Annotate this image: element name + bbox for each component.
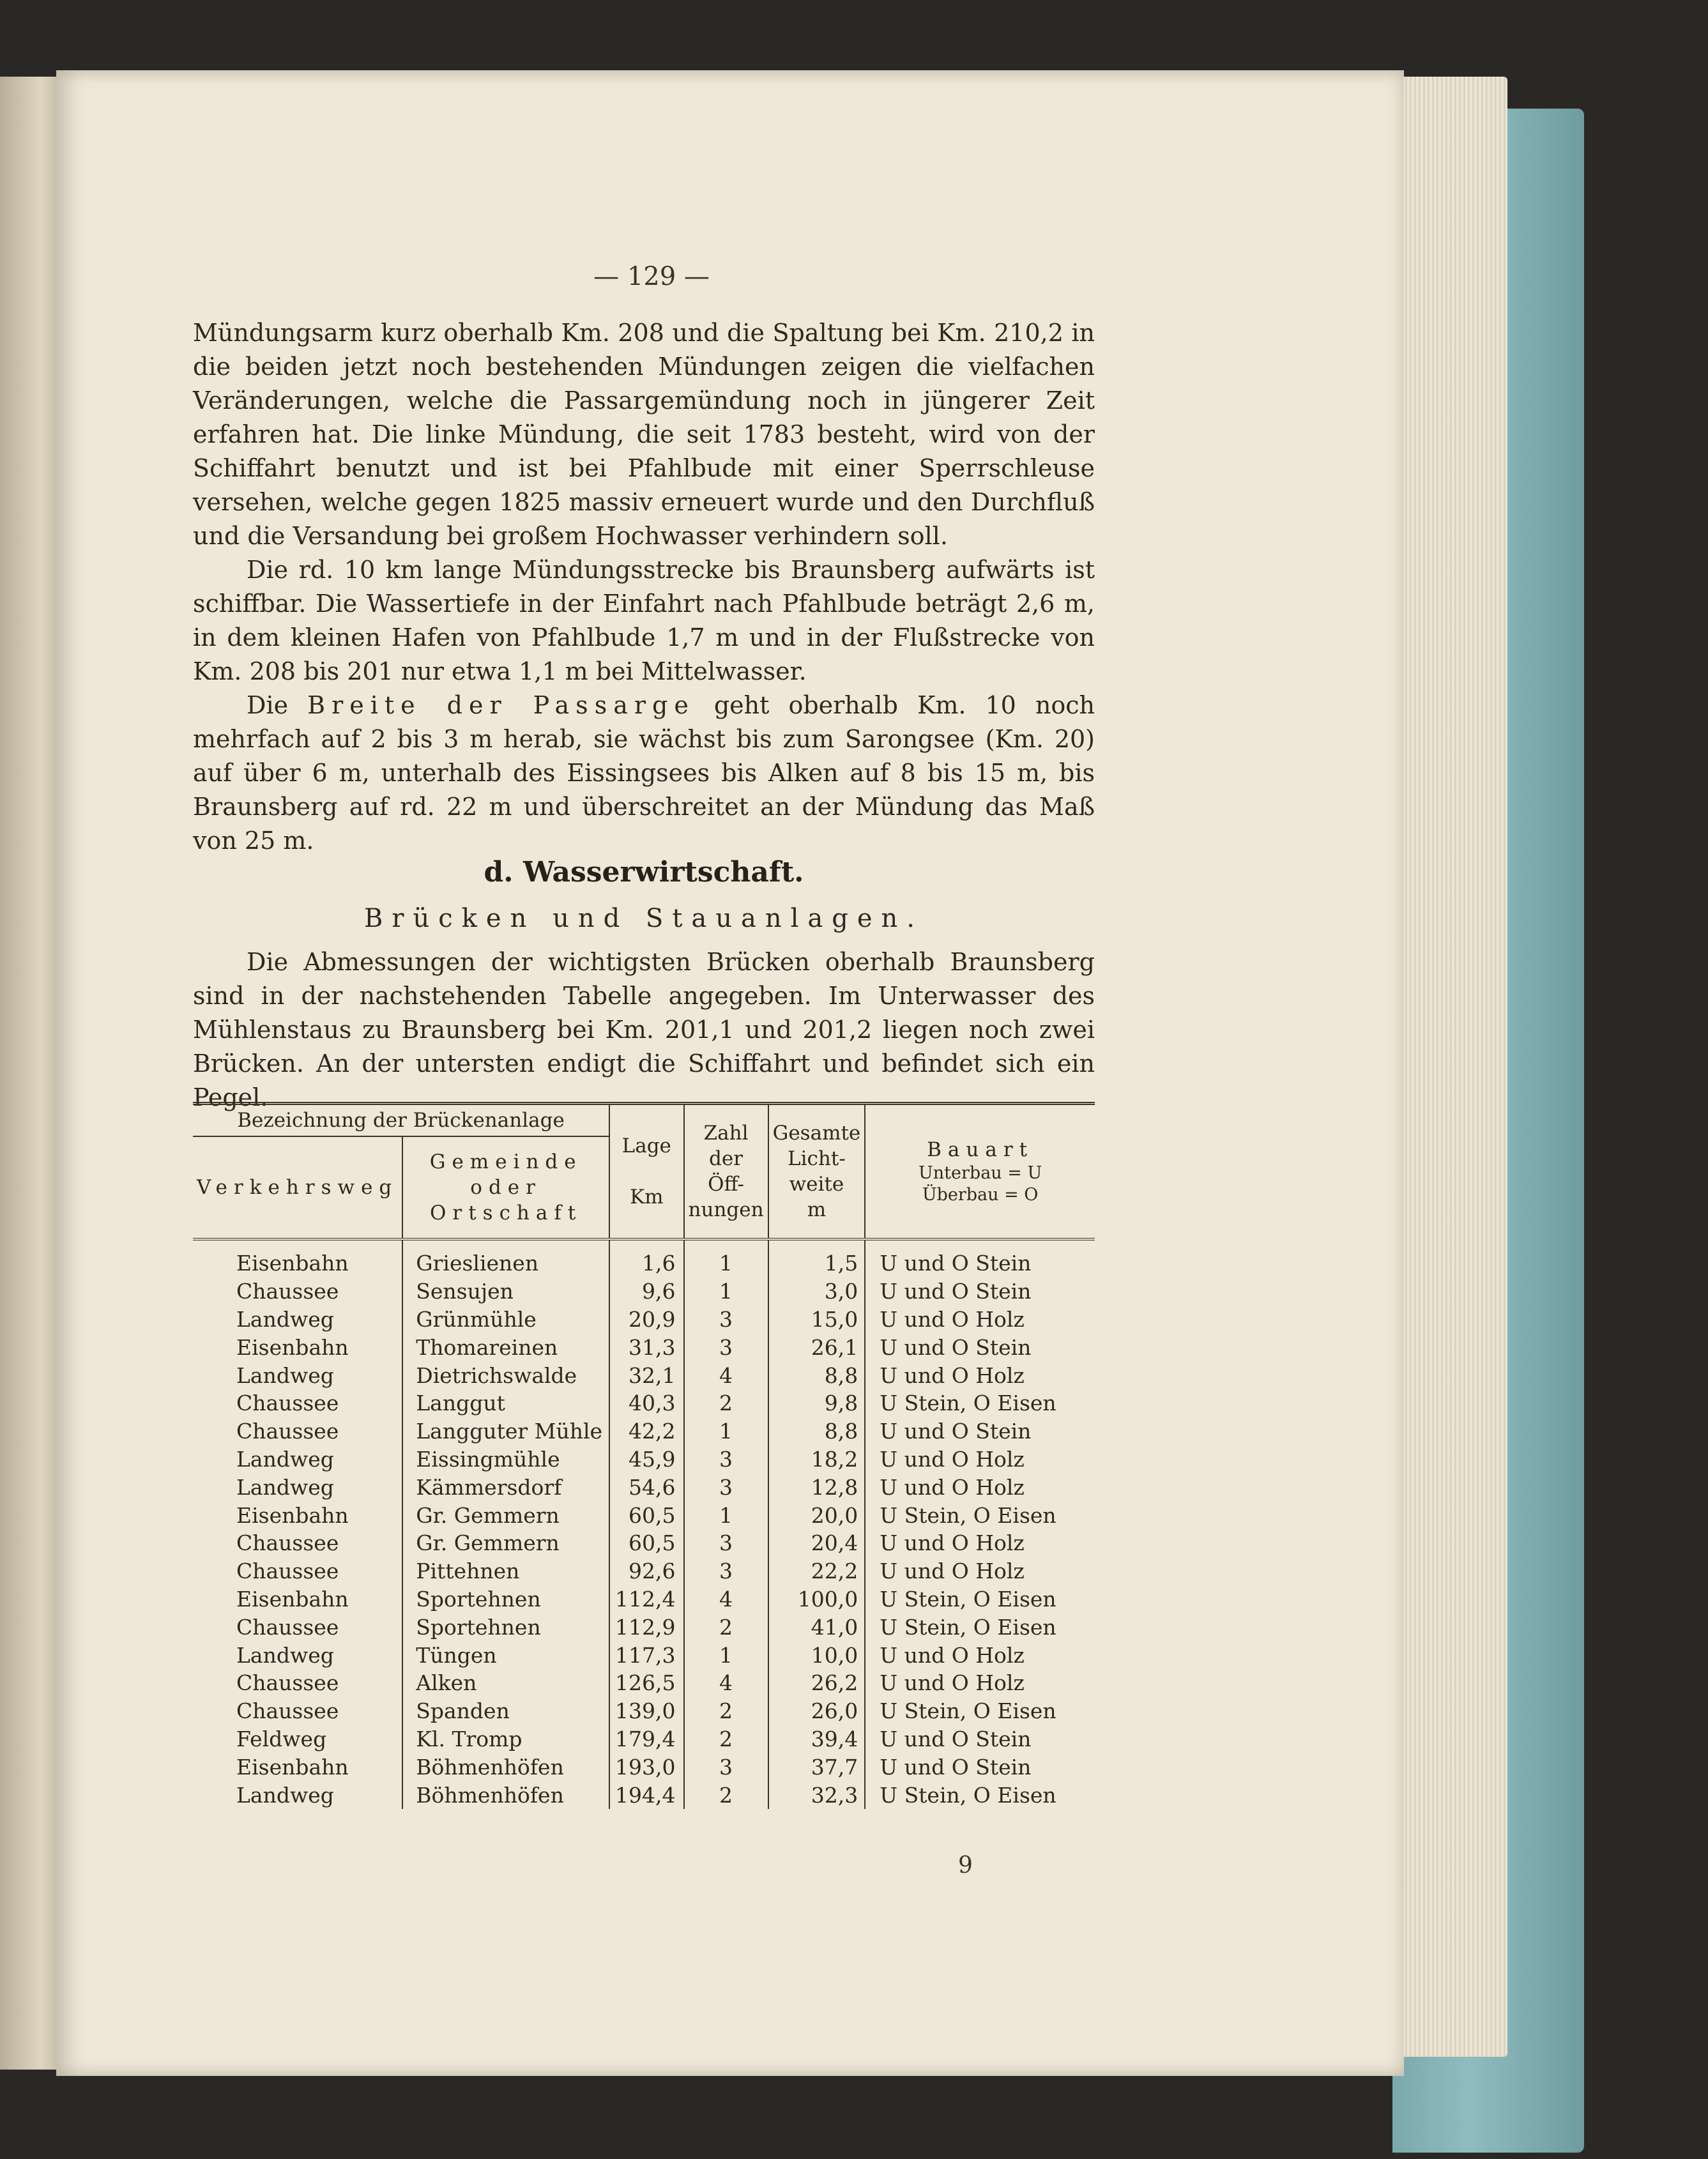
cell-width: 26,2 <box>768 1669 865 1697</box>
cell-type: U und O Stein <box>880 1251 1032 1276</box>
cell-type: U und O Holz <box>880 1446 1025 1472</box>
cell-width: 8,8 <box>768 1417 865 1446</box>
lage-unit: Km <box>629 1186 664 1209</box>
cell-openings: 3 <box>684 1446 768 1474</box>
cell-km: 92,6 <box>609 1557 683 1585</box>
table-header-width <box>768 1104 865 1240</box>
cell-place: Sensujen <box>402 1278 609 1306</box>
cell-way: Eisenbahn <box>193 1239 402 1278</box>
table-row <box>193 1585 1095 1614</box>
cell-way: Chaussee <box>193 1697 402 1725</box>
cell-width: 20,4 <box>768 1529 865 1557</box>
table-row <box>193 1781 1095 1809</box>
cell-km: 194,4 <box>609 1781 683 1809</box>
cell-openings: 3 <box>684 1306 768 1334</box>
body-text-top <box>193 316 1095 858</box>
paragraph-3 <box>193 689 1095 858</box>
cell-type: U Stein, O Eisen <box>880 1782 1056 1808</box>
table-row <box>193 1417 1095 1446</box>
bauart-sub-2: Überbau = O <box>922 1185 1039 1205</box>
table-row <box>193 1278 1095 1306</box>
table-row <box>193 1473 1095 1501</box>
cell-km: 9,6 <box>609 1278 683 1306</box>
paragraph-1: Mündungsarm kurz oberhalb Km. 208 und die Spaltung bei Km. 210,2 in die beiden jetzt noch bestehenden Mündungen zeigen die vielfachen Veränderungen, welche die Passargemündung noch in jüngerer Zeit erfahren hat. Die linke Mündung, die seit 1783 besteht, wird von der Schiffahrt benutzt und ist bei Pfahlbude mit einer Sperrschleuse versehen, welche gegen 1825 massiv erneuert wurde und den Durchfluß und die Versandung bei großem Hochwasser verhindern soll. <box>193 319 1095 550</box>
table-row <box>193 1389 1095 1417</box>
place-label-1: Gemeinde <box>429 1150 583 1173</box>
cell-width: 26,0 <box>768 1697 865 1725</box>
cell-width: 37,7 <box>768 1753 865 1781</box>
cell-place: Böhmenhöfen <box>402 1753 609 1781</box>
cell-km: 1,6 <box>609 1239 683 1278</box>
table-row <box>193 1725 1095 1753</box>
cell-km: 179,4 <box>609 1725 683 1753</box>
cell-way: Landweg <box>193 1781 402 1809</box>
cell-way: Landweg <box>193 1306 402 1334</box>
table-header-bauart <box>865 1104 1095 1240</box>
cell-km: 42,2 <box>609 1417 683 1446</box>
cell-km: 60,5 <box>609 1501 683 1529</box>
cell-way: Eisenbahn <box>193 1585 402 1614</box>
cell-way: Eisenbahn <box>193 1333 402 1361</box>
cell-openings: 2 <box>684 1613 768 1641</box>
paragraph-3-post: geht oberhalb Km. 10 noch mehrfach auf 2 bis 3 m herab, sie wächst bis zum Sarongsee (Km. 20) auf über 6 m, unterhalb des Eissingsees bis Alken auf 8 bis 15 m, bis Braunsberg auf rd. 22 m und überschreitet an der Mündung das Maß von 25 m. <box>193 691 1095 855</box>
signature-mark: 9 <box>958 1852 973 1879</box>
cell-km: 112,9 <box>609 1613 683 1641</box>
paragraph-2: Die rd. 10 km lange Mündungsstrecke bis Braunsberg aufwärts ist schiffbar. Die Wassertiefe in der Einfahrt nach Pfahlbude beträgt 2,6 m, in dem kleinen Hafen von Pfahlbude 1,7 m und in der Flußstrecke von Km. 208 bis 201 nur etwa 1,1 m bei Mittelwasser. <box>193 556 1095 685</box>
cell-width: 12,8 <box>768 1473 865 1501</box>
cell-km: 54,6 <box>609 1473 683 1501</box>
cell-km: 193,0 <box>609 1753 683 1781</box>
cell-openings: 2 <box>684 1389 768 1417</box>
cell-way: Feldweg <box>193 1725 402 1753</box>
cell-way: Landweg <box>193 1361 402 1389</box>
cell-openings: 4 <box>684 1361 768 1389</box>
bauart-sub-1: Unterbau = U <box>919 1163 1042 1183</box>
cell-openings: 4 <box>684 1669 768 1697</box>
cell-way: Chaussee <box>193 1613 402 1641</box>
cell-openings: 1 <box>684 1278 768 1306</box>
cell-openings: 1 <box>684 1641 768 1669</box>
cell-openings: 3 <box>684 1333 768 1361</box>
cell-openings: 1 <box>684 1239 768 1278</box>
cell-way: Chaussee <box>193 1278 402 1306</box>
table-row <box>193 1361 1095 1389</box>
way-label: Verkehrsweg <box>197 1176 399 1199</box>
cell-type: U und O Holz <box>880 1670 1025 1696</box>
table-row <box>193 1239 1095 1278</box>
cell-width: 9,8 <box>768 1389 865 1417</box>
cell-place: Spanden <box>402 1697 609 1725</box>
cell-way: Eisenbahn <box>193 1501 402 1529</box>
table-header-group: Bezeichnung der Brückenanlage <box>193 1104 609 1137</box>
cell-width: 3,0 <box>768 1278 865 1306</box>
cell-width: 1,5 <box>768 1239 865 1278</box>
cell-type: U und O Stein <box>880 1334 1032 1360</box>
cell-openings: 4 <box>684 1585 768 1614</box>
cell-openings: 1 <box>684 1501 768 1529</box>
table-row <box>193 1306 1095 1334</box>
table-header-openings: Zahl der Öff-nungen <box>684 1104 768 1240</box>
section-heading: d. Wasserwirtschaft. <box>484 856 804 889</box>
table-row <box>193 1333 1095 1361</box>
cell-width: 8,8 <box>768 1361 865 1389</box>
cell-type: U und O Stein <box>880 1726 1032 1751</box>
table-header-way <box>193 1136 402 1239</box>
cell-type: U und O Holz <box>880 1559 1025 1584</box>
cell-width: 20,0 <box>768 1501 865 1529</box>
cell-km: 31,3 <box>609 1333 683 1361</box>
cell-type: U Stein, O Eisen <box>880 1698 1056 1724</box>
cell-type: U Stein, O Eisen <box>880 1502 1056 1528</box>
cell-openings: 3 <box>684 1753 768 1781</box>
table-row <box>193 1613 1095 1641</box>
table-row <box>193 1529 1095 1557</box>
cell-type: U und O Holz <box>880 1474 1025 1500</box>
table-row <box>193 1641 1095 1669</box>
cell-km: 45,9 <box>609 1446 683 1474</box>
lage-label: Lage <box>621 1134 671 1157</box>
bridge-table <box>193 1102 1095 1809</box>
cell-openings: 1 <box>684 1417 768 1446</box>
cell-km: 20,9 <box>609 1306 683 1334</box>
cell-place: Pittehnen <box>402 1557 609 1585</box>
cell-place: Gr. Gemmern <box>402 1529 609 1557</box>
cell-type: U Stein, O Eisen <box>880 1391 1056 1416</box>
cell-km: 40,3 <box>609 1389 683 1417</box>
table-row <box>193 1669 1095 1697</box>
cell-type: U und O Stein <box>880 1279 1032 1304</box>
cell-place: Grünmühle <box>402 1306 609 1334</box>
cell-way: Chaussee <box>193 1557 402 1585</box>
body-text-bottom <box>193 945 1095 1115</box>
cell-width: 15,0 <box>768 1306 865 1334</box>
cell-km: 117,3 <box>609 1641 683 1669</box>
cell-way: Eisenbahn <box>193 1753 402 1781</box>
cell-way: Chaussee <box>193 1417 402 1446</box>
cell-type: U und O Holz <box>880 1530 1025 1556</box>
cell-km: 32,1 <box>609 1361 683 1389</box>
cell-place: Grieslienen <box>402 1239 609 1278</box>
cell-width: 41,0 <box>768 1613 865 1641</box>
cell-km: 139,0 <box>609 1697 683 1725</box>
cell-way: Chaussee <box>193 1669 402 1697</box>
cell-place: Kl. Tromp <box>402 1725 609 1753</box>
cell-place: Sportehnen <box>402 1585 609 1614</box>
cell-place: Thomareinen <box>402 1333 609 1361</box>
cell-openings: 2 <box>684 1781 768 1809</box>
table-row <box>193 1446 1095 1474</box>
cell-way: Chaussee <box>193 1389 402 1417</box>
table-body <box>193 1239 1095 1809</box>
page-number: — 129 — <box>593 262 710 291</box>
place-label-2: oder Ortschaft <box>429 1176 583 1224</box>
cell-type: U und O Holz <box>880 1306 1025 1332</box>
table-row <box>193 1501 1095 1529</box>
cell-width: 26,1 <box>768 1333 865 1361</box>
cell-type: U und O Stein <box>880 1754 1032 1780</box>
cell-type: U Stein, O Eisen <box>880 1614 1056 1640</box>
width-unit: m <box>807 1198 827 1221</box>
cell-place: Böhmenhöfen <box>402 1781 609 1809</box>
cell-type: U Stein, O Eisen <box>880 1586 1056 1612</box>
cell-type: U und O Stein <box>880 1419 1032 1444</box>
paragraph-3-pre: Die <box>247 691 289 719</box>
cell-way: Landweg <box>193 1641 402 1669</box>
cell-width: 100,0 <box>768 1585 865 1614</box>
cell-place: Gr. Gemmern <box>402 1501 609 1529</box>
cell-place: Eissingmühle <box>402 1446 609 1474</box>
table-header-place <box>402 1136 609 1239</box>
sub-heading: Brücken und Stauanlagen. <box>364 904 924 933</box>
cell-openings: 3 <box>684 1529 768 1557</box>
cell-type: U und O Holz <box>880 1362 1025 1388</box>
width-label: Gesamte Licht-weite <box>772 1122 861 1196</box>
table-row <box>193 1697 1095 1725</box>
cell-place: Langgut <box>402 1389 609 1417</box>
cell-km: 126,5 <box>609 1669 683 1697</box>
cell-width: 32,3 <box>768 1781 865 1809</box>
cell-km: 112,4 <box>609 1585 683 1614</box>
cell-openings: 2 <box>684 1697 768 1725</box>
cell-width: 10,0 <box>768 1641 865 1669</box>
cell-way: Landweg <box>193 1446 402 1474</box>
cell-openings: 2 <box>684 1725 768 1753</box>
cell-way: Landweg <box>193 1473 402 1501</box>
cell-openings: 3 <box>684 1557 768 1585</box>
cell-way: Chaussee <box>193 1529 402 1557</box>
paragraph-3-spaced: Breite der Passarge <box>307 691 695 719</box>
cell-place: Langguter Mühle <box>402 1417 609 1446</box>
cell-place: Kämmersdorf <box>402 1473 609 1501</box>
table-header-lage <box>609 1104 683 1240</box>
cell-place: Alken <box>402 1669 609 1697</box>
cell-km: 60,5 <box>609 1529 683 1557</box>
paragraph-4: Die Abmessungen der wichtigsten Brücken oberhalb Braunsberg sind in der nachstehenden Tabelle angegeben. Im Unterwasser des Mühlenstaus zu Braunsberg bei Km. 201,1 und 201,2 liegen noch zwei Brücken. An der untersten endigt die Schiffahrt und befindet sich ein Pegel. <box>193 948 1095 1111</box>
bauart-label: Bauart <box>927 1138 1034 1161</box>
table-row <box>193 1753 1095 1781</box>
cell-width: 22,2 <box>768 1557 865 1585</box>
cell-openings: 3 <box>684 1473 768 1501</box>
table-row <box>193 1557 1095 1585</box>
cell-width: 18,2 <box>768 1446 865 1474</box>
left-page-edge <box>0 77 57 2070</box>
cell-place: Dietrichswalde <box>402 1361 609 1389</box>
cell-place: Tüngen <box>402 1641 609 1669</box>
cell-width: 39,4 <box>768 1725 865 1753</box>
cell-type: U und O Holz <box>880 1642 1025 1668</box>
cell-place: Sportehnen <box>402 1613 609 1641</box>
